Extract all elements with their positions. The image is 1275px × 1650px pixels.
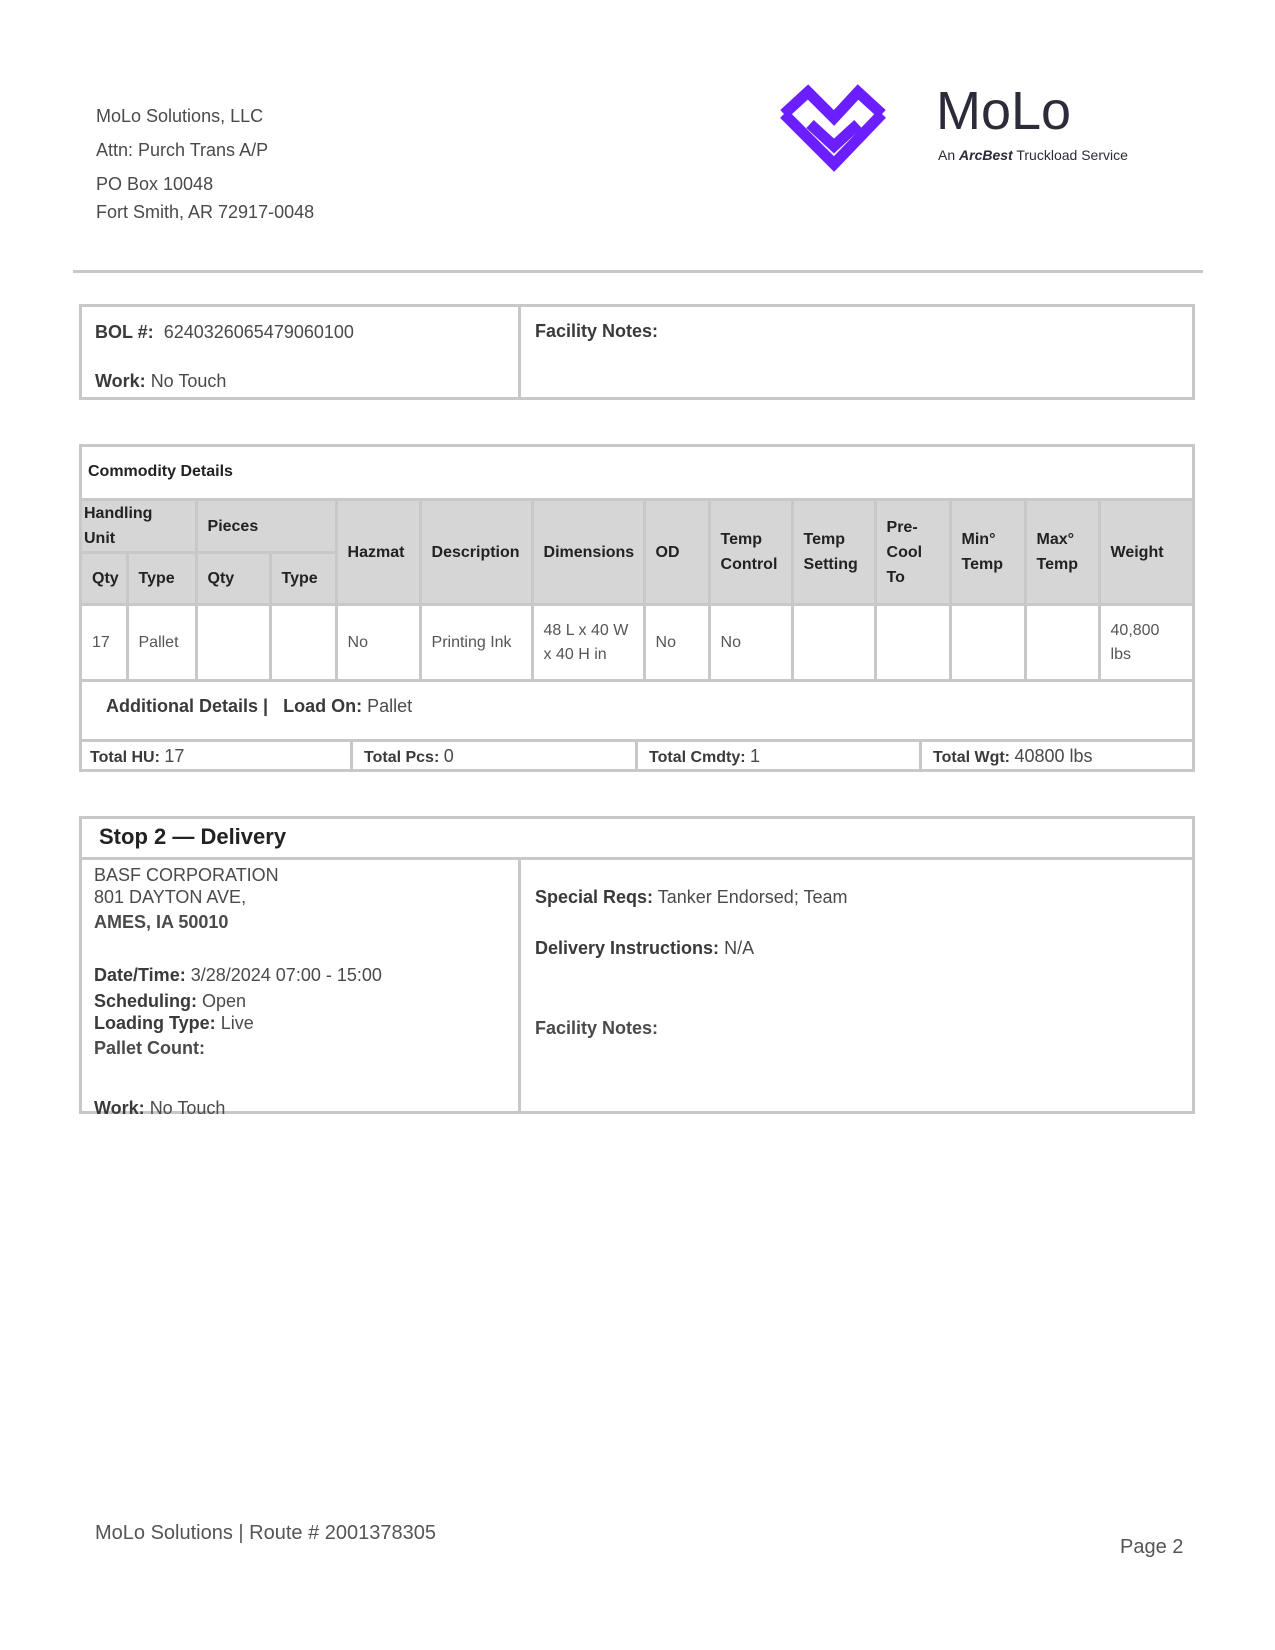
table-row: [82, 605, 1192, 681]
stop-datetime: Date/Time: 3/28/2024 07:00 - 15:00: [94, 965, 382, 985]
header-hu-type: Type: [127, 553, 196, 605]
stop-street: 801 DAYTON AVE,: [94, 887, 247, 907]
logo-wordmark: MoLo: [936, 81, 1072, 141]
header-handling-unit: Handling Unit: [82, 501, 196, 553]
total-pcs: Total Pcs: 0: [364, 746, 454, 766]
stop-scheduling: Scheduling: Open: [94, 991, 247, 1011]
total-hu: Total HU: 17: [90, 746, 185, 766]
bol-divider: [518, 307, 521, 397]
header-description: Description: [420, 501, 532, 605]
commodity-title: Commodity Details: [88, 463, 233, 480]
stop-delivery-instructions: Delivery Instructions: N/A: [535, 938, 755, 958]
header-temp-setting: Temp Setting: [792, 501, 875, 605]
cell-pre-cool: [875, 605, 950, 681]
footer-page-number: Page 2: [1120, 1536, 1184, 1558]
bol-work: Work: No Touch: [95, 371, 227, 391]
sender-company: MoLo Solutions, LLC: [96, 106, 264, 126]
bol-box: [79, 304, 1195, 400]
stop-loading-type: Loading Type: Live: [94, 1013, 254, 1033]
stop-facility-notes: Facility Notes:: [535, 1018, 659, 1038]
additional-details: Additional Details | Load On: Pallet: [106, 696, 413, 716]
cell-temp-control: No: [709, 605, 792, 681]
header-hazmat: Hazmat: [336, 501, 420, 605]
commodity-table: [82, 501, 1192, 682]
stop-special-reqs: Special Reqs: Tanker Endorsed; Team: [535, 887, 848, 907]
header-temp-control: Temp Control: [709, 501, 792, 605]
header-weight: Weight: [1099, 501, 1192, 605]
header-pieces: Pieces: [196, 501, 336, 553]
cell-dimensions: 48 L x 40 W x 40 H in: [532, 605, 644, 681]
cell-pcs-qty: [196, 605, 270, 681]
stop-work: Work: No Touch: [94, 1098, 226, 1118]
stop-company: BASF CORPORATION: [94, 865, 279, 885]
cell-min-temp: [950, 605, 1025, 681]
cell-description: Printing Ink: [420, 605, 532, 681]
header-max-temp: Max° Temp: [1025, 501, 1099, 605]
header-pcs-type: Type: [270, 553, 336, 605]
sender-attn: Attn: Purch Trans A/P: [96, 140, 269, 160]
bol-number: BOL #: 6240326065479060100: [95, 322, 354, 342]
cell-od: No: [644, 605, 709, 681]
header-pre-cool: Pre-Cool To: [875, 501, 950, 605]
stop-delivery: [79, 816, 1195, 1118]
cell-hazmat: No: [336, 605, 420, 681]
footer-route: MoLo Solutions | Route # 2001378305: [95, 1522, 437, 1544]
cell-max-temp: [1025, 605, 1099, 681]
molo-logo: [778, 81, 1158, 176]
commodity-details: [79, 444, 1195, 772]
stop-divider: [518, 860, 521, 1111]
header-divider: [73, 270, 1203, 273]
sender-city: Fort Smith, AR 72917-0048: [96, 202, 315, 222]
total-wgt: Total Wgt: 40800 lbs: [933, 746, 1093, 766]
header-min-temp: Min° Temp: [950, 501, 1025, 605]
cell-temp-setting: [792, 605, 875, 681]
sender-po-box: PO Box 10048: [96, 174, 214, 194]
cell-hu-qty: 17: [82, 605, 127, 681]
cell-pcs-type: [270, 605, 336, 681]
molo-logo-mark-icon: [778, 84, 908, 174]
stop-heading: Stop 2 — Delivery: [82, 819, 1192, 860]
cell-hu-type: Pallet: [127, 605, 196, 681]
stop-pallet-count: Pallet Count:: [94, 1038, 205, 1058]
header-dimensions: Dimensions: [532, 501, 644, 605]
logo-tagline: An ArcBest Truckload Service: [938, 147, 1128, 163]
cell-weight: 40,800 lbs: [1099, 605, 1192, 681]
header-hu-qty: Qty: [82, 553, 127, 605]
header-pcs-qty: Qty: [196, 553, 270, 605]
header-od: OD: [644, 501, 709, 605]
totals-row: [82, 739, 1192, 772]
bol-facility-notes: Facility Notes:: [535, 321, 659, 341]
total-cmdty: Total Cmdty: 1: [649, 746, 761, 766]
stop-city: AMES, IA 50010: [94, 912, 229, 932]
